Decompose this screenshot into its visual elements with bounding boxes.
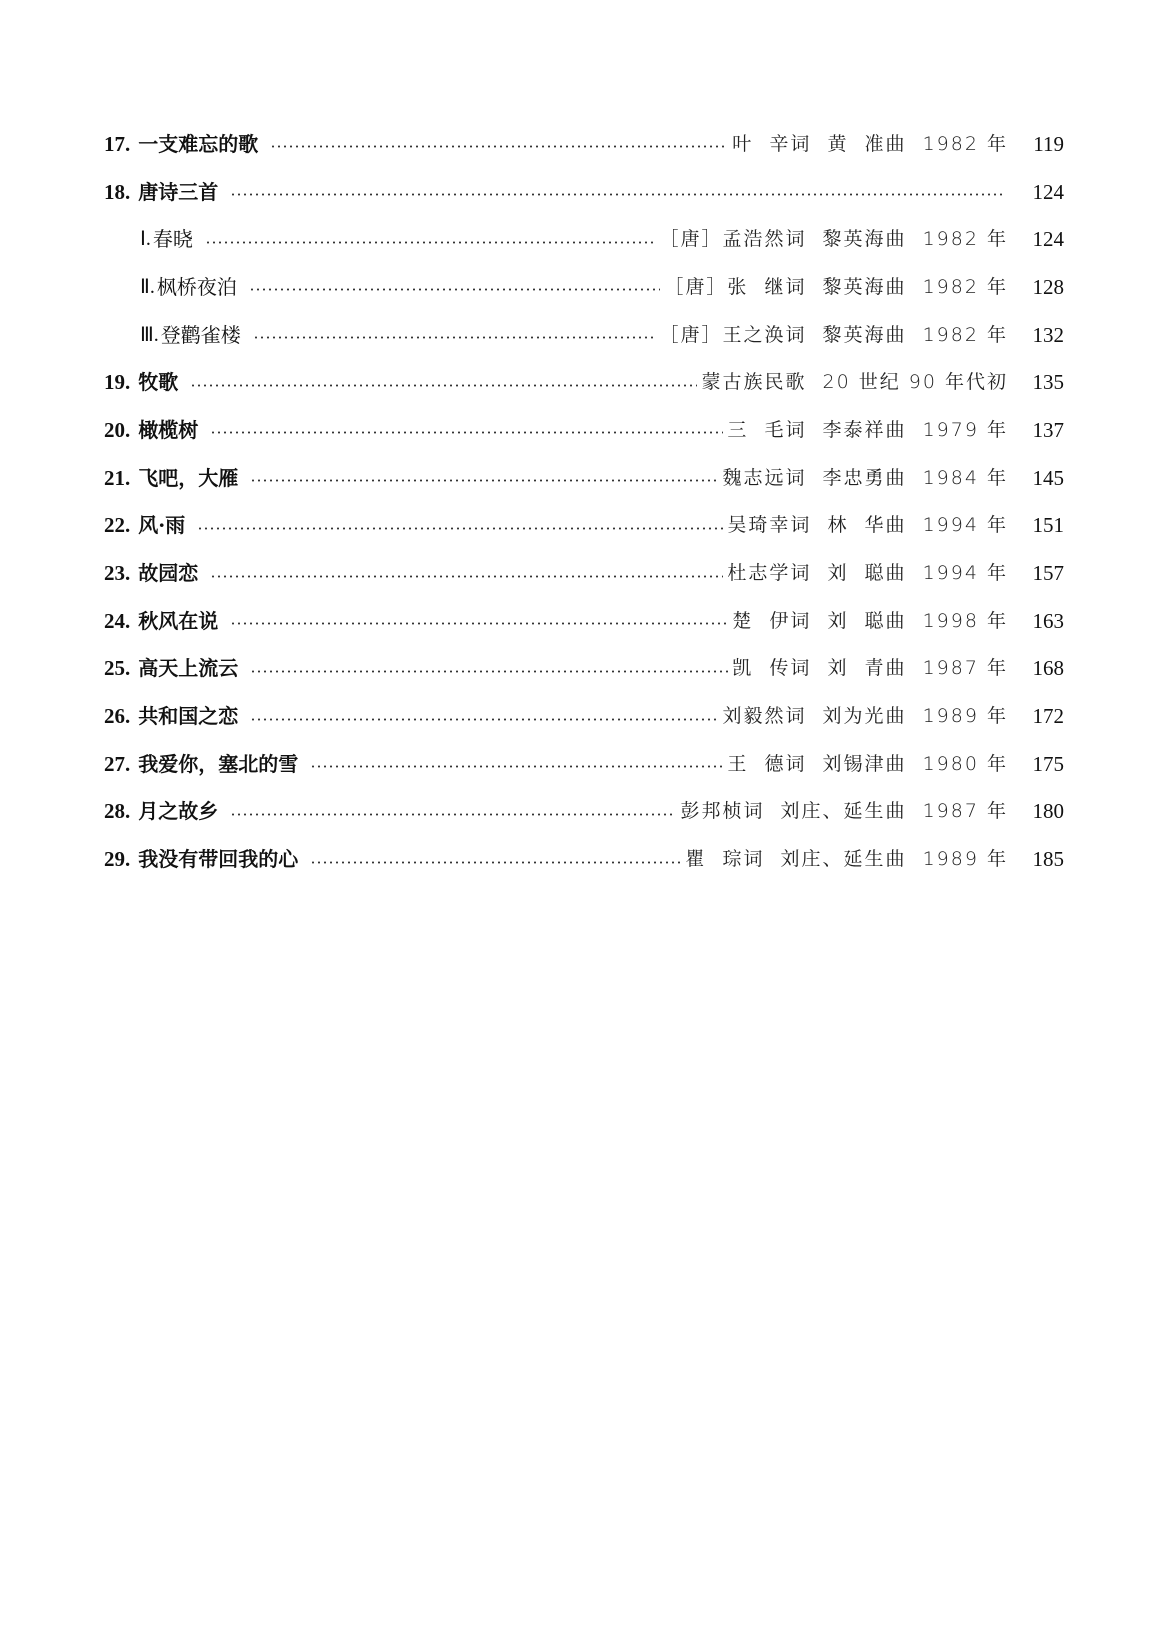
toc-entry [104, 645, 1064, 693]
dot-leader [270, 145, 728, 148]
entry-number: 21. [104, 465, 131, 490]
entry-credits: ［唐］张 继词 黎英海曲 1982 年 [664, 275, 1008, 298]
entry-number: 28. [104, 799, 131, 824]
dot-leader [250, 718, 718, 721]
entry-credits: 凯 传词 刘 青曲 1987 年 [732, 657, 1008, 680]
entry-number: 20. [104, 417, 131, 442]
entry-page-number: 137 [1032, 417, 1064, 442]
entry-title: 登鹳雀楼 [160, 322, 241, 347]
toc-entry [104, 120, 1064, 168]
dot-leader [197, 527, 723, 530]
entry-credits: 刘毅然词 刘为光曲 1989 年 [722, 705, 1008, 728]
dot-leader [190, 384, 697, 387]
entry-title: 唐诗三首 [138, 179, 219, 204]
entry-title: 月之故乡 [138, 799, 219, 824]
toc-entry [104, 740, 1064, 788]
toc-entry [104, 406, 1064, 454]
entry-title: 共和国之恋 [138, 704, 239, 729]
entry-title: 我爱你，塞北的雪 [138, 751, 299, 776]
toc-entry [104, 502, 1064, 550]
dot-leader [230, 193, 1004, 196]
dot-leader [250, 670, 728, 673]
dot-leader [310, 861, 681, 864]
entry-number: 23. [104, 561, 131, 586]
entry-credits: 蒙古族民歌 20 世纪 90 年代初 [701, 371, 1008, 394]
entry-credits: 彭邦桢词 刘庄、延生曲 1987 年 [680, 800, 1008, 823]
dot-leader [250, 479, 718, 482]
entry-page-number: 168 [1032, 656, 1064, 681]
toc-entry [104, 597, 1064, 645]
entry-number: 27. [104, 751, 131, 776]
entry-title: 飞吧，大雁 [138, 465, 239, 490]
entry-page-number: 151 [1032, 513, 1064, 538]
toc-entry [104, 263, 1064, 311]
entry-roman-numeral: Ⅱ. [140, 275, 155, 298]
entry-title: 故园恋 [138, 561, 199, 586]
entry-page-number: 132 [1032, 322, 1064, 347]
entry-title: 风·雨 [138, 513, 186, 538]
dot-leader [205, 241, 656, 244]
entry-page-number: 119 [1033, 131, 1064, 156]
entry-number: 17. [104, 131, 131, 156]
entry-title: 春晓 [152, 227, 193, 252]
entry-credits: 楚 伊词 刘 聪曲 1998 年 [732, 609, 1008, 632]
dot-leader [210, 575, 723, 578]
entry-page-number: 163 [1032, 608, 1064, 633]
entry-roman-numeral: Ⅰ. [140, 228, 151, 251]
toc-entry [104, 311, 1064, 359]
toc-entry [104, 788, 1064, 836]
entry-page-number: 128 [1032, 274, 1064, 299]
dot-leader [210, 431, 723, 434]
entry-title: 牧歌 [138, 370, 179, 395]
dot-leader [230, 813, 676, 816]
entry-credits: 王 德词 刘锡津曲 1980 年 [727, 752, 1008, 775]
entry-number: 24. [104, 608, 131, 633]
entry-page-number: 124 [1032, 179, 1064, 204]
entry-roman-numeral: Ⅲ. [140, 323, 159, 346]
entry-page-number: 185 [1032, 847, 1064, 872]
toc-entry [104, 549, 1064, 597]
toc-entry [104, 358, 1064, 406]
dot-leader [249, 288, 661, 291]
toc-entry [104, 692, 1064, 740]
table-of-contents [104, 120, 1064, 883]
dot-leader [253, 336, 656, 339]
entry-page-number: 180 [1032, 799, 1064, 824]
entry-title: 橄榄树 [138, 417, 199, 442]
entry-number: 26. [104, 704, 131, 729]
entry-credits: 吴琦幸词 林 华曲 1994 年 [727, 514, 1008, 537]
entry-credits: 瞿 琮词 刘庄、延生曲 1989 年 [685, 848, 1008, 871]
entry-title: 高天上流云 [138, 656, 239, 681]
entry-title: 枫桥夜泊 [156, 274, 237, 299]
entry-page-number: 175 [1032, 751, 1064, 776]
entry-title: 一支难忘的歌 [138, 131, 259, 156]
entry-credits: 魏志远词 李忠勇曲 1984 年 [722, 466, 1008, 489]
entry-credits: ［唐］王之涣词 黎英海曲 1982 年 [659, 323, 1008, 346]
entry-credits: 三 毛词 李泰祥曲 1979 年 [727, 418, 1008, 441]
entry-number: 22. [104, 513, 131, 538]
dot-leader [230, 622, 728, 625]
entry-page-number: 124 [1032, 227, 1064, 252]
entry-credits: ［唐］孟浩然词 黎英海曲 1982 年 [659, 228, 1008, 251]
entry-credits: 杜志学词 刘 聪曲 1994 年 [727, 562, 1008, 585]
dot-leader [310, 765, 723, 768]
entry-number: 19. [104, 370, 131, 395]
entry-page-number: 157 [1032, 561, 1064, 586]
entry-number: 29. [104, 847, 131, 872]
entry-credits: 叶 辛词 黄 准曲 1982 年 [732, 132, 1008, 155]
toc-entry [104, 215, 1064, 263]
entry-page-number: 172 [1032, 704, 1064, 729]
toc-entry [104, 168, 1064, 216]
entry-number: 25. [104, 656, 131, 681]
entry-number: 18. [104, 179, 131, 204]
entry-title: 我没有带回我的心 [138, 847, 299, 872]
entry-page-number: 135 [1032, 370, 1064, 395]
entry-page-number: 145 [1032, 465, 1064, 490]
toc-entry [104, 454, 1064, 502]
entry-title: 秋风在说 [138, 608, 219, 633]
toc-entry [104, 835, 1064, 883]
